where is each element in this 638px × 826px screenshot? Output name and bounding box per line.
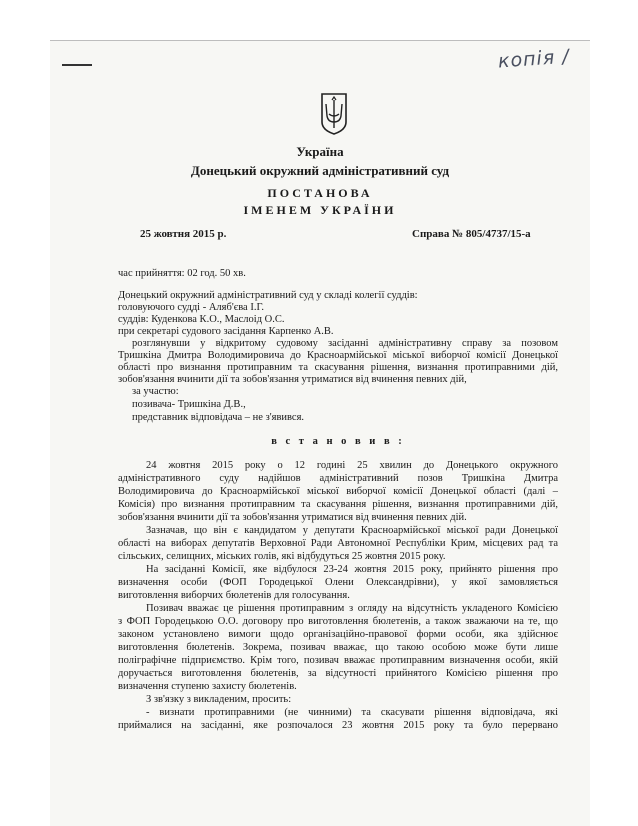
document-type: ПОСТАНОВА [267,186,373,200]
body-line: області на виборах депутатів Верховної Ради Автономної Республіки Крим, місцевих рад та [118,538,558,549]
section-heading: в с т а н о в и в : [271,436,405,447]
body-line: визначення ступеню захисту бюлетенів. [118,681,297,692]
body-line: На засіданні Комісії, яке відбулося 23-24 жовтня 2015 року, прийнято рішення про [146,564,558,575]
body-line: сільських, селищних, міських голів, які відбудуться 25 жовтня 2015 року. [118,551,446,562]
body-line: головуючого судді - Аляб'єва І.Г. [118,302,264,313]
body-line: виготовлення виборчих бюлетенів для голосування. [118,590,350,601]
body-line: області про визнання протиправним та скасування рішення, визнання протиправними дій, [118,362,558,373]
scan-margin [0,0,638,40]
decision-date: 25 жовтня 2015 р. [140,228,227,240]
margin-dash [62,64,92,66]
body-line: при секретарі судового засідання Карпенко А.В. [118,326,334,337]
trident-coat-of-arms-icon [320,92,348,136]
body-line: - визнати протиправними (не чинними) та скасувати рішення відповідача, які [146,707,558,718]
body-line: зобов'язання вчинити дії та зобов'язання утриматися від вчинення певних дій, [118,374,467,385]
body-line: Донецький окружний адміністративний суд у складі колегії суддів: [118,290,418,301]
body-line: зобов'язання вчинити дії та зобов'язання утриматися від вчинення певних дій. [118,512,467,523]
body-line: Позивач вважає це рішення протиправним з огляду на відсутність укладеного Комісією [146,603,558,614]
body-line: адміністративного суду надійшов адміністративний позов Тришкіна Дмитра [118,473,558,484]
copy-handwritten-mark: копія / [497,45,571,73]
court-name: Донецький окружний адміністративний суд [190,163,450,178]
body-line: виготовлення бюлетенів. Зокрема, позивач вважає, що такою особою може бути лише [118,642,558,653]
body-line: визначення особи (ФОП Городецької Олени Олександрівни), у якої замовляється [118,577,558,588]
body-line: Комісія) про визнання протиправним та скасування рішення, визнання протиправними дій, [118,499,558,510]
body-line: суддів: Куденкова К.О., Маслоід О.С. [118,314,285,325]
body-line: Тришкіна Дмитра Володимировича до Красноармійської міської виборчої комісії Донецької [118,350,558,361]
body-line: позивача- Тришкіна Д.В., [132,399,246,410]
body-line: поліграфічне підприємство. Крім того, позивач вважає протиправним визначення особи, якій [118,655,558,666]
case-number: Справа № 805/4737/15-а [412,228,531,240]
body-line: представник відповідача – не з'явився. [132,412,305,423]
body-line: Володимировича до Красноармійської міської виборчої комісії Донецької області (далі – [118,486,558,497]
body-line: розглянувши у відкритому судовому засіданні адміністративну справу за позовом [132,338,558,349]
body-line: З зв'язку з викладеним, просить: [146,694,292,705]
page-edge [50,40,590,41]
body-line: з ФОП Городецькою О.О. договору про виготовлення бюлетенів, а також зважаючи на те, що [118,616,558,627]
body-line: час прийняття: 02 год. 50 хв. [118,268,246,279]
body-line: законом установлено вимоги щодо організаційно-правової форми особи, яка здійснює [118,629,558,640]
document-subtitle: ІМЕНЕМ УКРАЇНИ [243,203,397,217]
body-line: доручається виготовлення бюлетенів, за відсутності прийнятого Комісією рішення про [118,668,558,679]
body-line: приймалися на засіданні, яке розпочалося 23 жовтня 2015 року та було перервано [118,720,558,731]
country-heading: Україна [296,144,344,159]
body-line: 24 жовтня 2015 року о 12 годині 25 хвилин до Донецького окружного [146,460,558,471]
body-line: Зазначав, що він є кандидатом у депутати Красноармійської міської ради Донецької [146,525,558,536]
body-line: за участю: [132,386,179,397]
